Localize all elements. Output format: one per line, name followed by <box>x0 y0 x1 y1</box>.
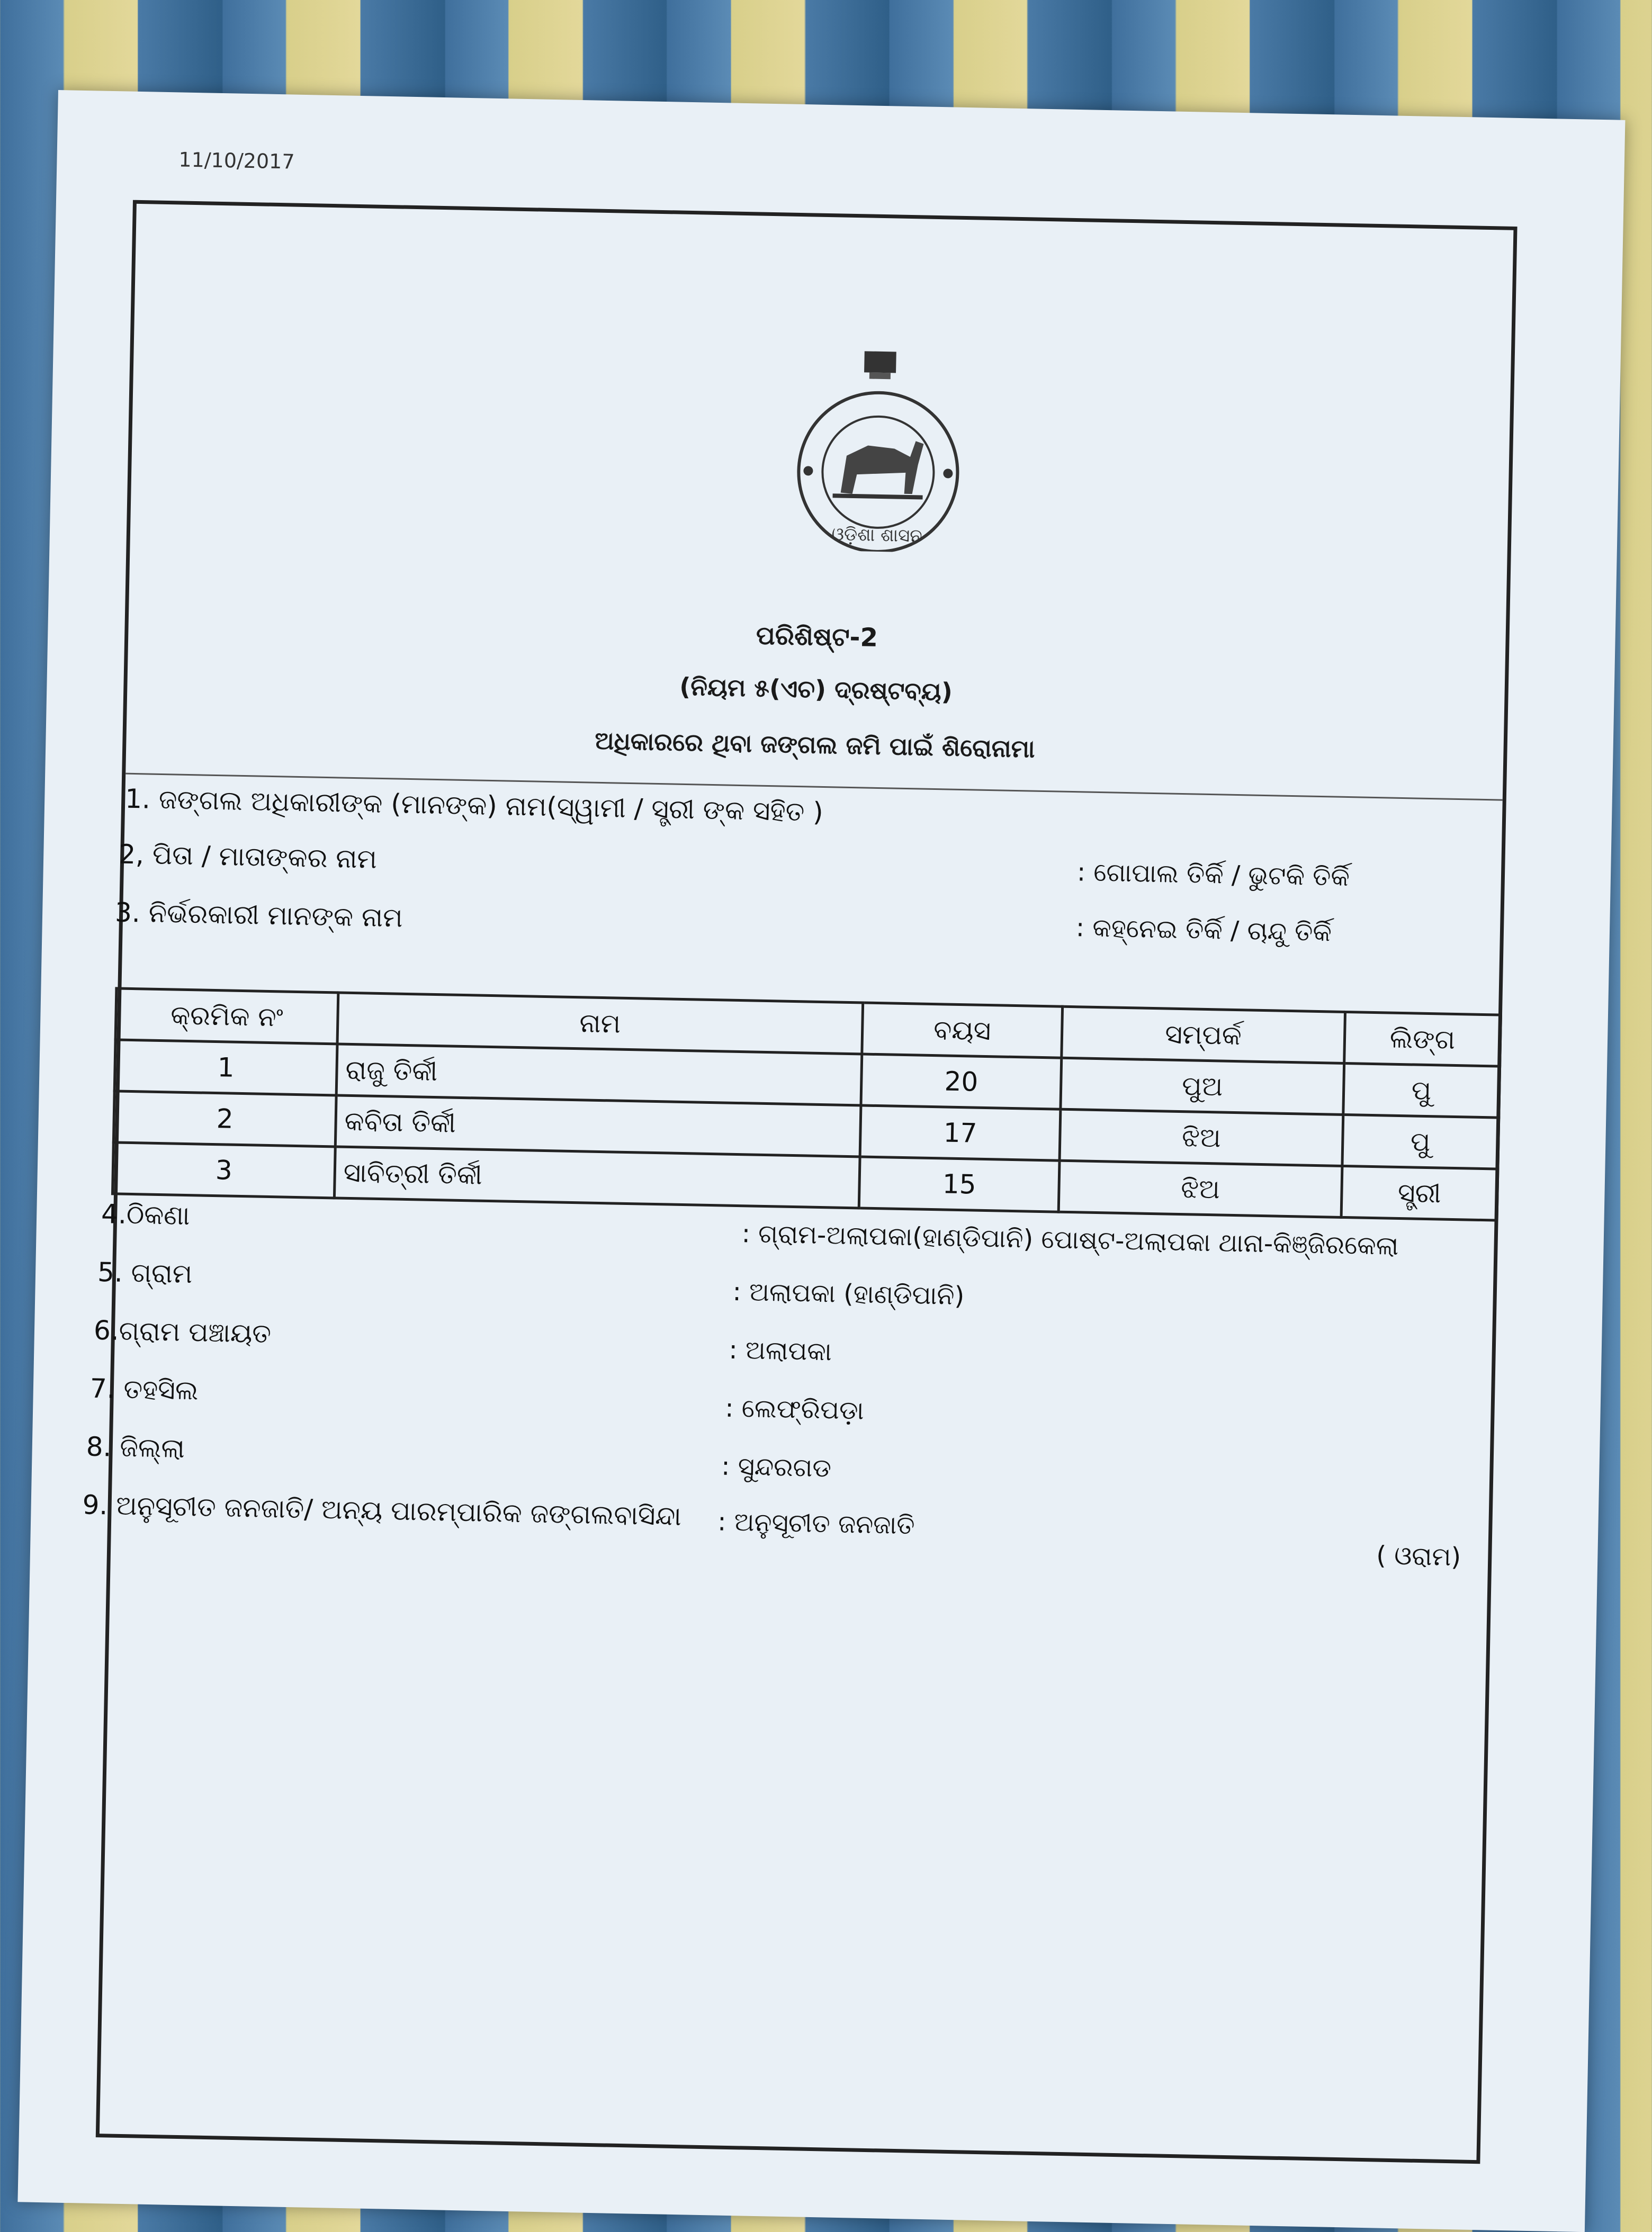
field-village-value: : ଅଲାପକା (ହାଣ୍ଡିପାନି) <box>732 1276 965 1311</box>
rule-reference: (ନିୟମ ୫(ଏଚ) ଦ୍ରଷ୍ଟବ୍ୟ) <box>679 672 953 706</box>
field-address-label: 4.ଠିକଣା <box>101 1198 191 1231</box>
field-dependents-label: 3. ନିର୍ଭରକାରୀ ମାନଙ୍କ ନାମ <box>114 897 403 933</box>
field-district-value: : ସୁନ୍ଦରଗଡ <box>721 1451 832 1483</box>
cell-age: 20 <box>861 1054 1062 1109</box>
header-name: ନାମ <box>337 993 863 1054</box>
cell-gender: ସ୍ତ୍ରୀ <box>1341 1166 1498 1220</box>
print-date: 11/10/2017 <box>178 148 295 174</box>
odisha-govt-emblem <box>782 348 976 553</box>
form-frame <box>82 200 1518 2164</box>
tribe-note: ( ଓରାମ) <box>1376 1541 1461 1572</box>
emblem-bottom-text: ଓଡ଼ିଶା ଶାସନ <box>831 524 923 547</box>
cell-relation: ପୁଅ <box>1061 1058 1344 1114</box>
cell-serial: 3 <box>112 1142 335 1198</box>
field-dependents-value: : କହ୍ନେଇ ତିର୍କି / ଚାନ୍ଦୁ ତିର୍କି <box>1075 913 1332 948</box>
cell-relation: ଝିଅ <box>1058 1160 1342 1217</box>
field-tribe-label: 9. ଅନୁସୂଚୀତ ଜନଜାତି/ ଅନ୍ୟ ପାରମ୍ପାରିକ ଜଙ୍ଗଲବାସିନ୍ଦା <box>82 1489 682 1532</box>
dependents-table <box>111 987 1502 1221</box>
header-gender: ଲିଙ୍ଗ <box>1344 1012 1501 1066</box>
cell-relation: ଝିଅ <box>1060 1109 1343 1166</box>
cell-serial: 1 <box>114 1040 337 1095</box>
field-forest-officer-label: 1. ଜଙ୍ଗଲ ଅଧିକାରୀଙ୍କ (ମାନଙ୍କ) ନାମ(ସ୍ୱାମୀ / ସ୍ତ୍ରୀ ଙ୍କ ସହିତ ) <box>124 783 824 827</box>
field-tribe-value: : ଅନୁସୂଚୀତ ଜନଜାତି <box>717 1507 915 1541</box>
field-panchayat-label: 6.ଗ୍ରାମ ପଞ୍ଚାୟତ <box>93 1315 272 1349</box>
field-parent-label: 2, ପିତା / ମାତାଙ୍କର ନାମ <box>118 839 378 875</box>
cell-name: ରାଜୁ ତିର୍କୀ <box>336 1044 862 1105</box>
cell-name: ସାବିତ୍ରୀ ତିର୍କୀ <box>334 1147 860 1208</box>
field-address-value: : ଗ୍ରାମ-ଅଲାପକା(ହାଣ୍ଡିପାନି) ପୋଷ୍ଟ-ଅଲାପକା ଥାନା-କିଞ୍ଜିରକେଲା <box>741 1219 1399 1261</box>
cell-gender: ପୁ <box>1342 1114 1499 1169</box>
header-age: ବୟସ <box>862 1003 1063 1058</box>
field-tehsil-value: : ଲେଫ୍ରିପଡ଼ା <box>724 1393 865 1426</box>
field-village-label: 5. ଗ୍ରାମ <box>97 1256 193 1290</box>
cell-name: କବିତା ତିର୍କୀ <box>335 1095 861 1157</box>
field-panchayat-value: : ଅଲାପକା <box>729 1335 832 1367</box>
form-subtitle: ଅଧିକାରରେ ଥିବା ଜଙ୍ଗଲ ଜମି ପାଇଁ ଶିରୋନାମା <box>594 726 1036 763</box>
cell-serial: 2 <box>113 1091 336 1147</box>
header-relation: ସମ୍ପର୍କ <box>1062 1006 1345 1063</box>
document-sheet <box>17 90 1625 2232</box>
cell-age: 15 <box>859 1157 1060 1212</box>
field-parent-value: : ଗୋପାଲ ତିର୍କି / ଭୁଟକି ତିର୍କି <box>1076 857 1350 893</box>
cell-gender: ପୁ <box>1343 1063 1500 1118</box>
cell-age: 17 <box>860 1105 1061 1160</box>
header-serial: କ୍ରମିକ ନଂ <box>115 988 338 1044</box>
form-title: ପରିଶିଷ୍ଟ-2 <box>756 620 878 653</box>
field-tehsil-label: 7. ତହସିଲ <box>89 1373 199 1406</box>
field-district-label: 8. ଜିଲ୍ଲା <box>86 1431 185 1464</box>
